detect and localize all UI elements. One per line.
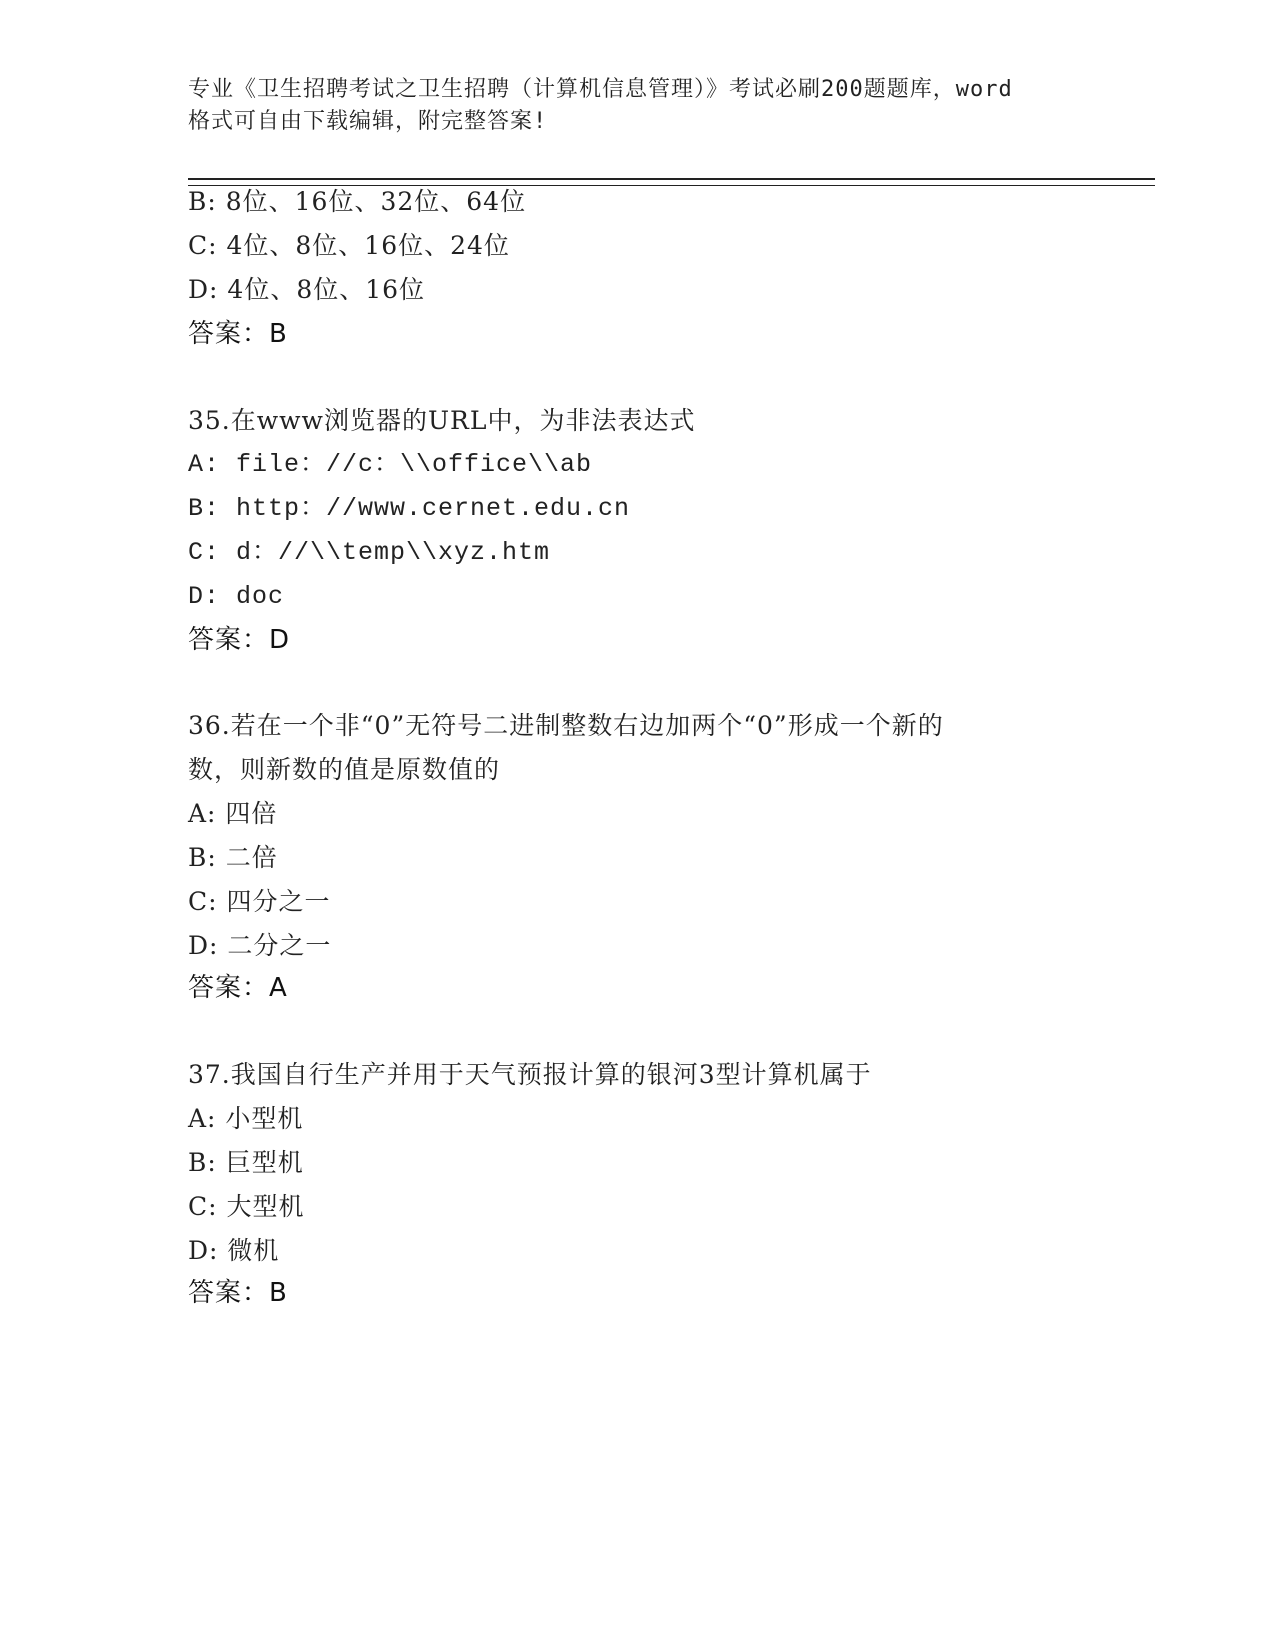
q36-option-d: D: 二分之一: [188, 931, 332, 960]
header-title-line-2: 格式可自由下载编辑，附完整答案!: [188, 109, 548, 134]
q36-text-line-2: 数，则新数的值是原数值的: [188, 755, 501, 784]
header-divider: [188, 178, 1155, 186]
q37-text: 37.我国自行生产并用于天气预报计算的银河3型计算机属于: [188, 1060, 872, 1089]
q35-text: 35.在www浏览器的URL中，为非法表达式: [188, 406, 696, 435]
q36-answer: 答案：A: [188, 973, 288, 1003]
prev-option-c: C: 4位、8位、16位、24位: [188, 231, 510, 260]
page-header: [188, 74, 1088, 138]
q37-option-d: D: 微机: [188, 1236, 280, 1265]
q36-option-b: B: 二倍: [188, 843, 278, 872]
q35-option-b: B: http：//www.cernet.edu.cn: [188, 494, 631, 523]
q35-answer: 答案：D: [188, 625, 291, 655]
q37-answer: 答案：B: [188, 1278, 288, 1308]
q35-option-d: D: doc: [188, 582, 285, 611]
q36-text-line-1: 36.若在一个非“0”无符号二进制整数右边加两个“0”形成一个新的: [188, 711, 944, 740]
prev-answer: 答案：B: [188, 319, 288, 349]
q36-option-a: A: 四倍: [188, 799, 278, 828]
q37-option-a: A: 小型机: [188, 1104, 304, 1133]
q35-option-a: A: file：//c：\\office\\ab: [188, 450, 593, 479]
header-title-line-1: 专业《卫生招聘考试之卫生招聘（计算机信息管理）》考试必刷200题题库，word: [188, 77, 1013, 102]
q37-option-c: C: 大型机: [188, 1192, 305, 1221]
prev-option-b: B: 8位、16位、32位、64位: [188, 187, 527, 216]
q35-option-c: C: d：//\\temp\\xyz.htm: [188, 538, 551, 567]
prev-option-d: D: 4位、8位、16位: [188, 275, 426, 304]
q37-option-b: B: 巨型机: [188, 1148, 304, 1177]
q36-option-c: C: 四分之一: [188, 887, 331, 916]
